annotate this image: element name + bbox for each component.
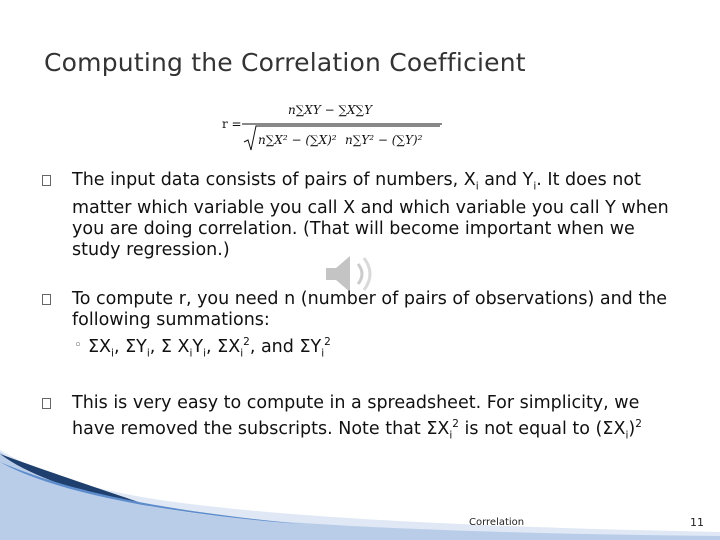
footer-label: Correlation [469,517,525,528]
bullet-item-input-data: The input data consists of pairs of numbers, $X_i$ and $Y_i$. It does not matter which variable you call X and which variable you call Y when you are doing correlation. (That will become important when we study regression.) [40,170,680,261]
formula-denominator-left: n∑X² − (∑X)² [258,133,337,147]
page-number: 11 [690,516,704,529]
summations-text: $\Sigma X_i$, $\Sigma Y_i$, Σ $X_iY_i$, $\Sigma X_i^2$, and $\Sigma Y_i^2$ [88,336,331,360]
bullet-item-spreadsheet: This is very easy to compute in a spreadsheet. For simplicity, we have removed the subscripts. Note that $\Sigma X_i^2$ is not equal to $(\Sigma X_i)^2$ [40,393,680,446]
slide-title: Computing the Correlation Coefficient [44,48,526,77]
decorative-wave [0,440,720,540]
correlation-formula [220,96,445,156]
summations-subitem [72,333,680,365]
checkbox-bullet-icon [42,294,51,305]
bullet-list [40,170,680,474]
formula-lhs: r = [222,117,242,131]
formula-denominator-right: n∑Y² − (∑Y)² [345,133,423,147]
checkbox-bullet-icon [42,398,51,409]
bullet-item-compute-r: To compute r, you need n (number of pairs of observations) and the following summations: ◦ $\Sigma X_i$, $\Sigma Y_i$, Σ $X_iY_i$, $\Sigma X_i^2$, and $\Sigma Y_i^2$ [40,289,680,365]
sub-bullet-icon: ◦ [74,337,82,353]
checkbox-bullet-icon [42,175,51,186]
formula-numerator: n∑XY − ∑X∑Y [288,103,373,117]
